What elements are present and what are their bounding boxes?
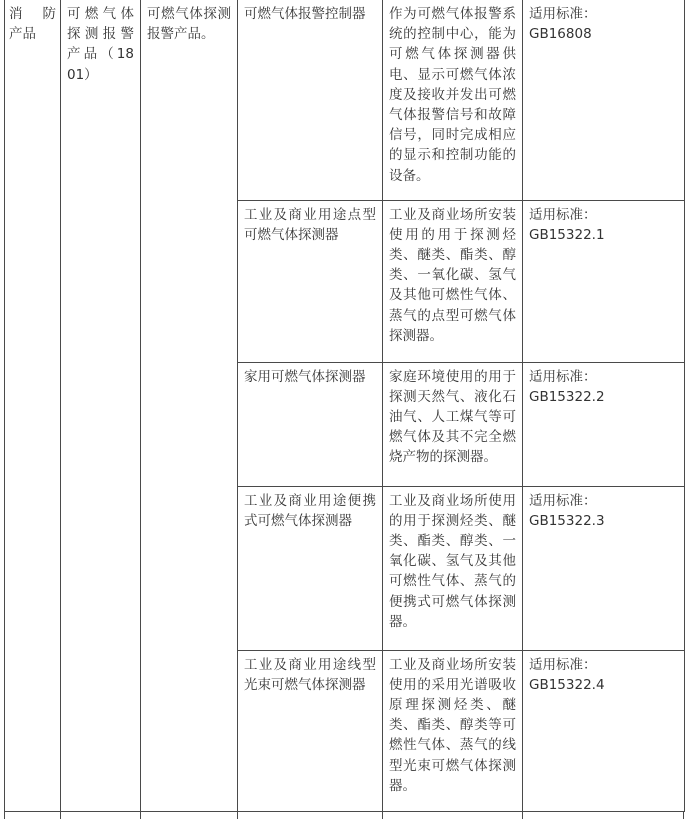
standard-cell [523,650,685,811]
product-definition: 工业及商业场所安装使用的用于探测烃类、醚类、酯类、醇类、一氧化碳、氢气及其他可燃性气体、蒸气的点型可燃气体探测器。 [389,206,516,344]
description-cell [141,0,238,811]
product-name-cell [238,650,383,811]
standard-label: 适用标准： [529,656,597,673]
standard-cell [523,486,685,650]
product-name-cell [238,0,383,200]
standard-label: 适用标准： [529,206,597,223]
product-definition-cell [383,0,523,200]
product-name: 可燃气体报警控制器 [244,6,366,22]
product-name: 工业及商业用途便携式可燃气体探测器 [244,492,376,529]
standard-cell [523,0,685,200]
product-definition: 作为可燃气体报警系统的控制中心，能为可燃气体探测器供电、显示可燃气体浓度及接收并发出可燃气体报警信号和故障信号，同时完成相应的显示和控制功能的设备。 [389,6,516,184]
standard-code: GB15322.3 [529,512,605,529]
category-text: 消 防 产品 [9,6,56,43]
standard-code: GB15322.4 [529,676,605,693]
product-definition: 工业及商业场所安装使用的采用光谱吸收原理探测烃类、醚类、酯类、醇类等可燃性气体、蒸气的线型光束可燃气体探测器。 [389,656,516,794]
product-spec-table [4,0,685,812]
subcategory-text: 可燃气体探测报警产品（18 01） [67,6,134,83]
description-text: 可燃气体探测报警产品。 [147,6,231,43]
product-name-cell [238,486,383,650]
product-name-cell [238,362,383,486]
category-cell [5,0,61,811]
product-definition-cell [383,486,523,650]
product-name: 工业及商业用途点型可燃气体探测器 [244,206,376,243]
product-definition: 工业及商业场所使用的用于探测烃类、醚类、酯类、醇类、一氧化碳、氢气及其他可燃性气体、蒸气的便携式可燃气体探测器。 [389,492,516,630]
subcategory-cell [61,0,141,811]
product-definition: 家庭环境使用的用于探测天然气、液化石油气、人工煤气等可燃气体及其不完全燃烧产物的探测器。 [389,368,516,466]
next-row-border [4,811,684,818]
product-definition-cell [383,362,523,486]
standard-cell [523,362,685,486]
table-row [5,0,685,200]
product-name: 家用可燃气体探测器 [244,368,366,385]
standard-code: GB16808 [529,26,592,43]
product-name-cell [238,200,383,362]
product-definition-cell [383,650,523,811]
standard-code: GB15322.1 [529,226,605,243]
standard-label: 适用标准： [529,6,597,22]
standard-label: 适用标准： [529,492,597,509]
standard-label: 适用标准： [529,368,597,385]
standard-cell [523,200,685,362]
product-name: 工业及商业用途线型光束可燃气体探测器 [244,656,376,693]
product-definition-cell [383,200,523,362]
standard-code: GB15322.2 [529,388,605,405]
